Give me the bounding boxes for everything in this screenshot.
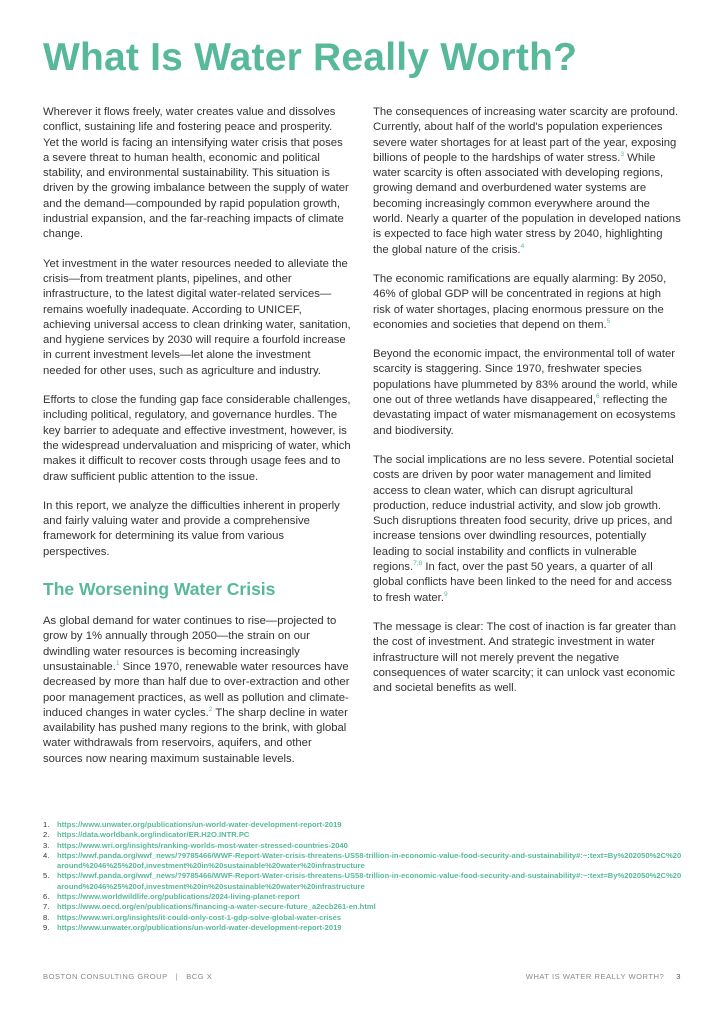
- intro-paragraph-2: Yet investment in the water resources needed to alleviate the crisis—from treatment plants, pipelines, and other infrastructure, to the latest digital water-related services—remains woefully inadequate. According to UNICEF, achieving universal access to clean drinking water, sanitation, and hygiene services by 2030 will require a fourfold increase in current investment levels—let alone the investment needed for other uses, such as agriculture and industry.: [43, 257, 351, 377]
- text-segment: While water scarcity is often associated with developing regions, growing demand and overburdened water systems are becoming increasingly common everywhere around the world. Nearly a quarter of the population in developed nations is expected to face high water stress by 2040, highlighting the global nature of the crisis.: [373, 151, 681, 256]
- footnote-item: [43, 830, 683, 840]
- footnote-number: 9.: [43, 922, 50, 932]
- footer-doc-title: WHAT IS WATER REALLY WORTH?: [525, 972, 665, 981]
- consequences-paragraph: [373, 105, 681, 258]
- footnote-link[interactable]: https://www.wri.org/insights/ranking-worlds-most-water-stressed-countries-2040: [57, 840, 348, 850]
- footnote-link[interactable]: https://www.unwater.org/publications/un-world-water-development-report-2019: [57, 820, 342, 829]
- footnote-ref[interactable]: 4: [520, 242, 525, 250]
- text-segment: Beyond the economic impact, the environmental toll of water scarcity is staggering. Since 1970, freshwater species populations have plummeted by 83% around the world, while one out of three wetlands have disappeared,: [373, 348, 678, 407]
- footnote-link[interactable]: https://www.worldwildlife.org/publications/2024-living-planet-report: [57, 892, 300, 902]
- footnote-ref[interactable]: 9: [443, 590, 448, 598]
- footnote-number: 7.: [43, 902, 50, 912]
- footnote-link[interactable]: https://data.worldbank.org/indicator/ER.H2O.INTR.PC: [57, 830, 250, 840]
- footnotes-list: [43, 820, 683, 933]
- footer-right: [526, 972, 681, 981]
- footnote-number: 8.: [43, 912, 50, 922]
- intro-paragraph-1: Wherever it flows freely, water creates value and dissolves conflict, sustaining life and fostering peace and prosperity. Yet the world is facing an intensifying water crisis that poses a severe threat to human health, economic and political stability, and environmental sustainability. This situation is driven by the growing imbalance between the supply of water and the demand—compounded by rapid population growth, industrial expansion, and the far-reaching impacts of climate change.: [43, 106, 349, 241]
- footnote-number: 4.: [43, 850, 50, 860]
- intro-paragraph-3: Efforts to close the funding gap face considerable challenges, including political, regulatory, and governance hurdles. The key barrier to adequate and effective investment, however, is the widespread undervaluation and mispricing of water, which makes it difficult to recover costs through usage fees and to draw sufficient public attention to the issue.: [43, 394, 351, 483]
- page-number: 3: [676, 972, 681, 981]
- footnote-item: [43, 820, 683, 830]
- social-paragraph: [373, 453, 681, 606]
- footnote-item: [43, 913, 683, 923]
- intro-paragraph-4: In this report, we analyze the difficulties inherent in properly and fairly valuing water and provide a comprehensive framework for determining its value from various perspectives.: [43, 499, 340, 558]
- footnote-number: 6.: [43, 892, 50, 902]
- left-column: [43, 105, 351, 781]
- page-title: What Is Water Really Worth?: [43, 36, 578, 79]
- footnote-link[interactable]: https://wwf.panda.org/wwf_news/?9785466/WWF-Report-Water-crisis-threatens-US58-trillion-in-economic-value-food-security-and-sustainability#:~:text=By%202050%2C%20around%2046%25%20of,investment%20in%20sustainable%20water%20infrastructure: [57, 850, 682, 871]
- footnote-number: 2.: [43, 830, 50, 840]
- footnote-item: [43, 871, 683, 892]
- footnote-link[interactable]: https://www.wri.org/insights/it-could-only-cost-1-gdp-solve-global-water-crises: [57, 912, 342, 922]
- footnote-item: [43, 851, 683, 872]
- text-segment: The economic ramifications are equally alarming: By 2050, 46% of global GDP will be concentrated in regions at high risk of water shortages, placing enormous pressure on the economies and societies that depend on them.: [373, 272, 667, 331]
- footnote-item: [43, 902, 683, 912]
- text-segment: As global demand for water continues to rise—projected to grow by 1% annually through 2050—the strain on our dwindling water resources is becoming increasingly unsustainable.: [43, 615, 337, 673]
- footnote-ref[interactable]: 7,8: [413, 560, 423, 568]
- footnote-ref[interactable]: 6: [595, 393, 600, 401]
- right-column: [373, 105, 681, 710]
- footnote-item: [43, 923, 683, 933]
- economic-paragraph: [373, 272, 681, 333]
- footer-separator: |: [175, 972, 179, 981]
- footnote-ref[interactable]: 1: [115, 660, 120, 668]
- section-heading: The Worsening Water Crisis: [43, 579, 276, 600]
- footnote-ref[interactable]: 2: [208, 706, 213, 714]
- text-segment: The social implications are no less severe. Potential societal costs are driven by poor water management and limited access to clean water, which can disrupt agricultural production, reduce industrial activity, and slow job growth. Such disruptions threaten food security, drive up prices, and increase tensions over dwindling resources, potentially leading to social instability and conflicts in vulnerable regions.: [373, 453, 674, 574]
- crisis-paragraph-1: [43, 614, 351, 767]
- footnote-number: 1.: [43, 820, 50, 829]
- text-segment: Since 1970, renewable water resources have decreased by more than half due to over-extraction and other poor management practices, as well as pollution and climate-induced changes in water cycles.: [43, 660, 350, 719]
- conclusion-paragraph: The message is clear: The cost of inaction is far greater than the cost of investment. And strategic investment in water infrastructure will not merely prevent the negative consequences of water scarcity; it can unlock vast economic and societal benefits as well.: [373, 620, 677, 695]
- footnote-ref[interactable]: 3: [620, 151, 625, 159]
- footnote-link[interactable]: https://wwf.panda.org/wwf_news/?9785466/WWF-Report-Water-crisis-threatens-US58-trillion-in-economic-value-food-security-and-sustainability#:~:text=By%202050%2C%20around%2046%25%20of,investment%20in%20sustainable%20water%20infrastructure: [57, 871, 682, 891]
- text-segment: The consequences of increasing water scarcity are profound. Currently, about half of the world's population experiences severe water shortages for at least part of the year, exposing billions of people to the hardships of water stress.: [373, 106, 679, 164]
- footer-left: [43, 972, 212, 981]
- footnote-number: 3.: [43, 840, 50, 850]
- footnote-link[interactable]: https://www.unwater.org/publications/un-world-water-development-report-2019: [57, 922, 342, 932]
- footer-org: BOSTON CONSULTING GROUP: [43, 972, 168, 981]
- footnote-link[interactable]: https://www.oecd.org/en/publications/financing-a-water-secure-future_a2ecb261-en.html: [57, 902, 376, 912]
- footer-brand: BCG X: [186, 972, 213, 981]
- text-segment: In fact, over the past 50 years, a quarter of all global conflicts have been linked to the need for and access to fresh water.: [373, 561, 672, 604]
- text-segment: The sharp decline in water availability has pushed many regions to the brink, with global water withdrawals from reservoirs, aquifers, and other sources now nearing maximum sustainable levels.: [43, 706, 348, 765]
- footnote-number: 5.: [43, 871, 50, 881]
- environmental-paragraph: [373, 347, 681, 439]
- footnote-item: [43, 841, 683, 851]
- footnote-item: [43, 892, 683, 902]
- text-segment: reflecting the devastating impact of water mismanagement on ecosystems and biodiversity.: [373, 394, 676, 437]
- footnote-ref[interactable]: 5: [606, 318, 611, 326]
